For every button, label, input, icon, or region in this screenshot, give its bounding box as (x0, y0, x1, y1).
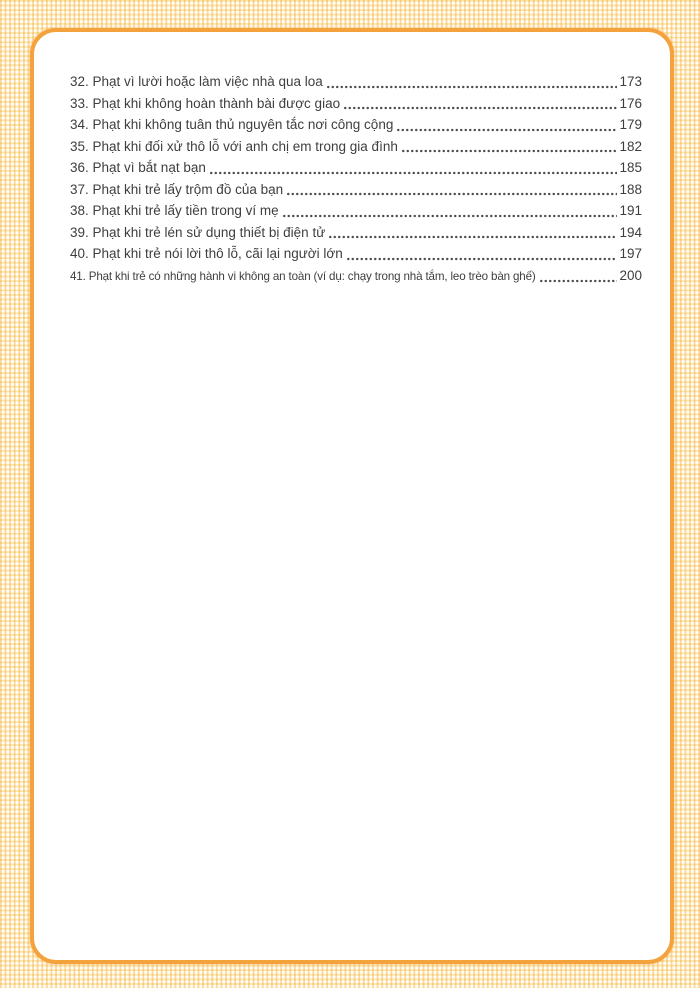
toc-page-number: 188 (619, 181, 642, 197)
toc-entry-label: 36. Phạt vì bắt nạt bạn (70, 160, 206, 175)
toc-row (70, 179, 642, 201)
toc-entry-label: 35. Phạt khi đối xử thô lỗ với anh chị em trong gia đình (70, 138, 398, 154)
toc-dot-leader (282, 214, 618, 218)
toc-row (70, 265, 642, 288)
toc-entry-label: 40. Phạt khi trẻ nói lời thô lỗ, cãi lại người lớn (70, 246, 343, 261)
toc-page-number: 176 (619, 95, 642, 111)
toc-row (70, 157, 642, 179)
toc-entry-label: 33. Phạt khi không hoàn thành bài được giao (70, 95, 341, 111)
toc-page-number: 182 (619, 138, 642, 154)
toc-entry-label: 39. Phạt khi trẻ lén sử dụng thiết bị điện tử (70, 224, 326, 240)
toc-row (70, 243, 642, 265)
toc-dot-leader (209, 171, 618, 175)
toc-entry-label: 37. Phạt khi trẻ lấy trộm đồ của bạn (70, 181, 284, 197)
toc-page-number: 197 (619, 246, 642, 261)
toc-dot-leader (401, 149, 618, 153)
toc-dot-leader (326, 85, 618, 89)
toc-entry-label: 41. Phạt khi trẻ có những hành vi không an toàn (ví dụ: chạy trong nhà tắm, leo trèo bàn ghế) (70, 269, 536, 283)
toc-page-number: 185 (619, 160, 642, 175)
toc-entry-label: 34. Phạt khi không tuân thủ nguyên tắc nơi công cộng (70, 117, 394, 132)
toc-page-number: 191 (619, 203, 642, 218)
toc-page-number: 179 (619, 117, 642, 132)
toc-row (70, 93, 642, 115)
toc-entry-label: 38. Phạt khi trẻ lấy tiền trong ví mẹ (70, 203, 279, 218)
toc-row (70, 222, 642, 244)
toc-dot-leader (539, 279, 618, 283)
toc-dot-leader (343, 106, 617, 110)
toc-row (70, 136, 642, 158)
toc-entry-label: 32. Phạt vì lười hoặc làm việc nhà qua loa (70, 74, 323, 89)
toc-row (70, 200, 642, 222)
toc-row (70, 114, 642, 136)
toc-row (70, 71, 642, 93)
toc-page-number: 173 (619, 74, 642, 89)
toc-dot-leader (328, 235, 617, 239)
toc-dot-leader (346, 257, 618, 261)
content-panel (30, 28, 674, 964)
toc-page-number: 194 (619, 224, 642, 240)
toc-dot-leader (396, 128, 617, 132)
toc-page-number: 200 (619, 267, 642, 283)
toc-list (34, 32, 670, 287)
toc-dot-leader (286, 192, 617, 196)
